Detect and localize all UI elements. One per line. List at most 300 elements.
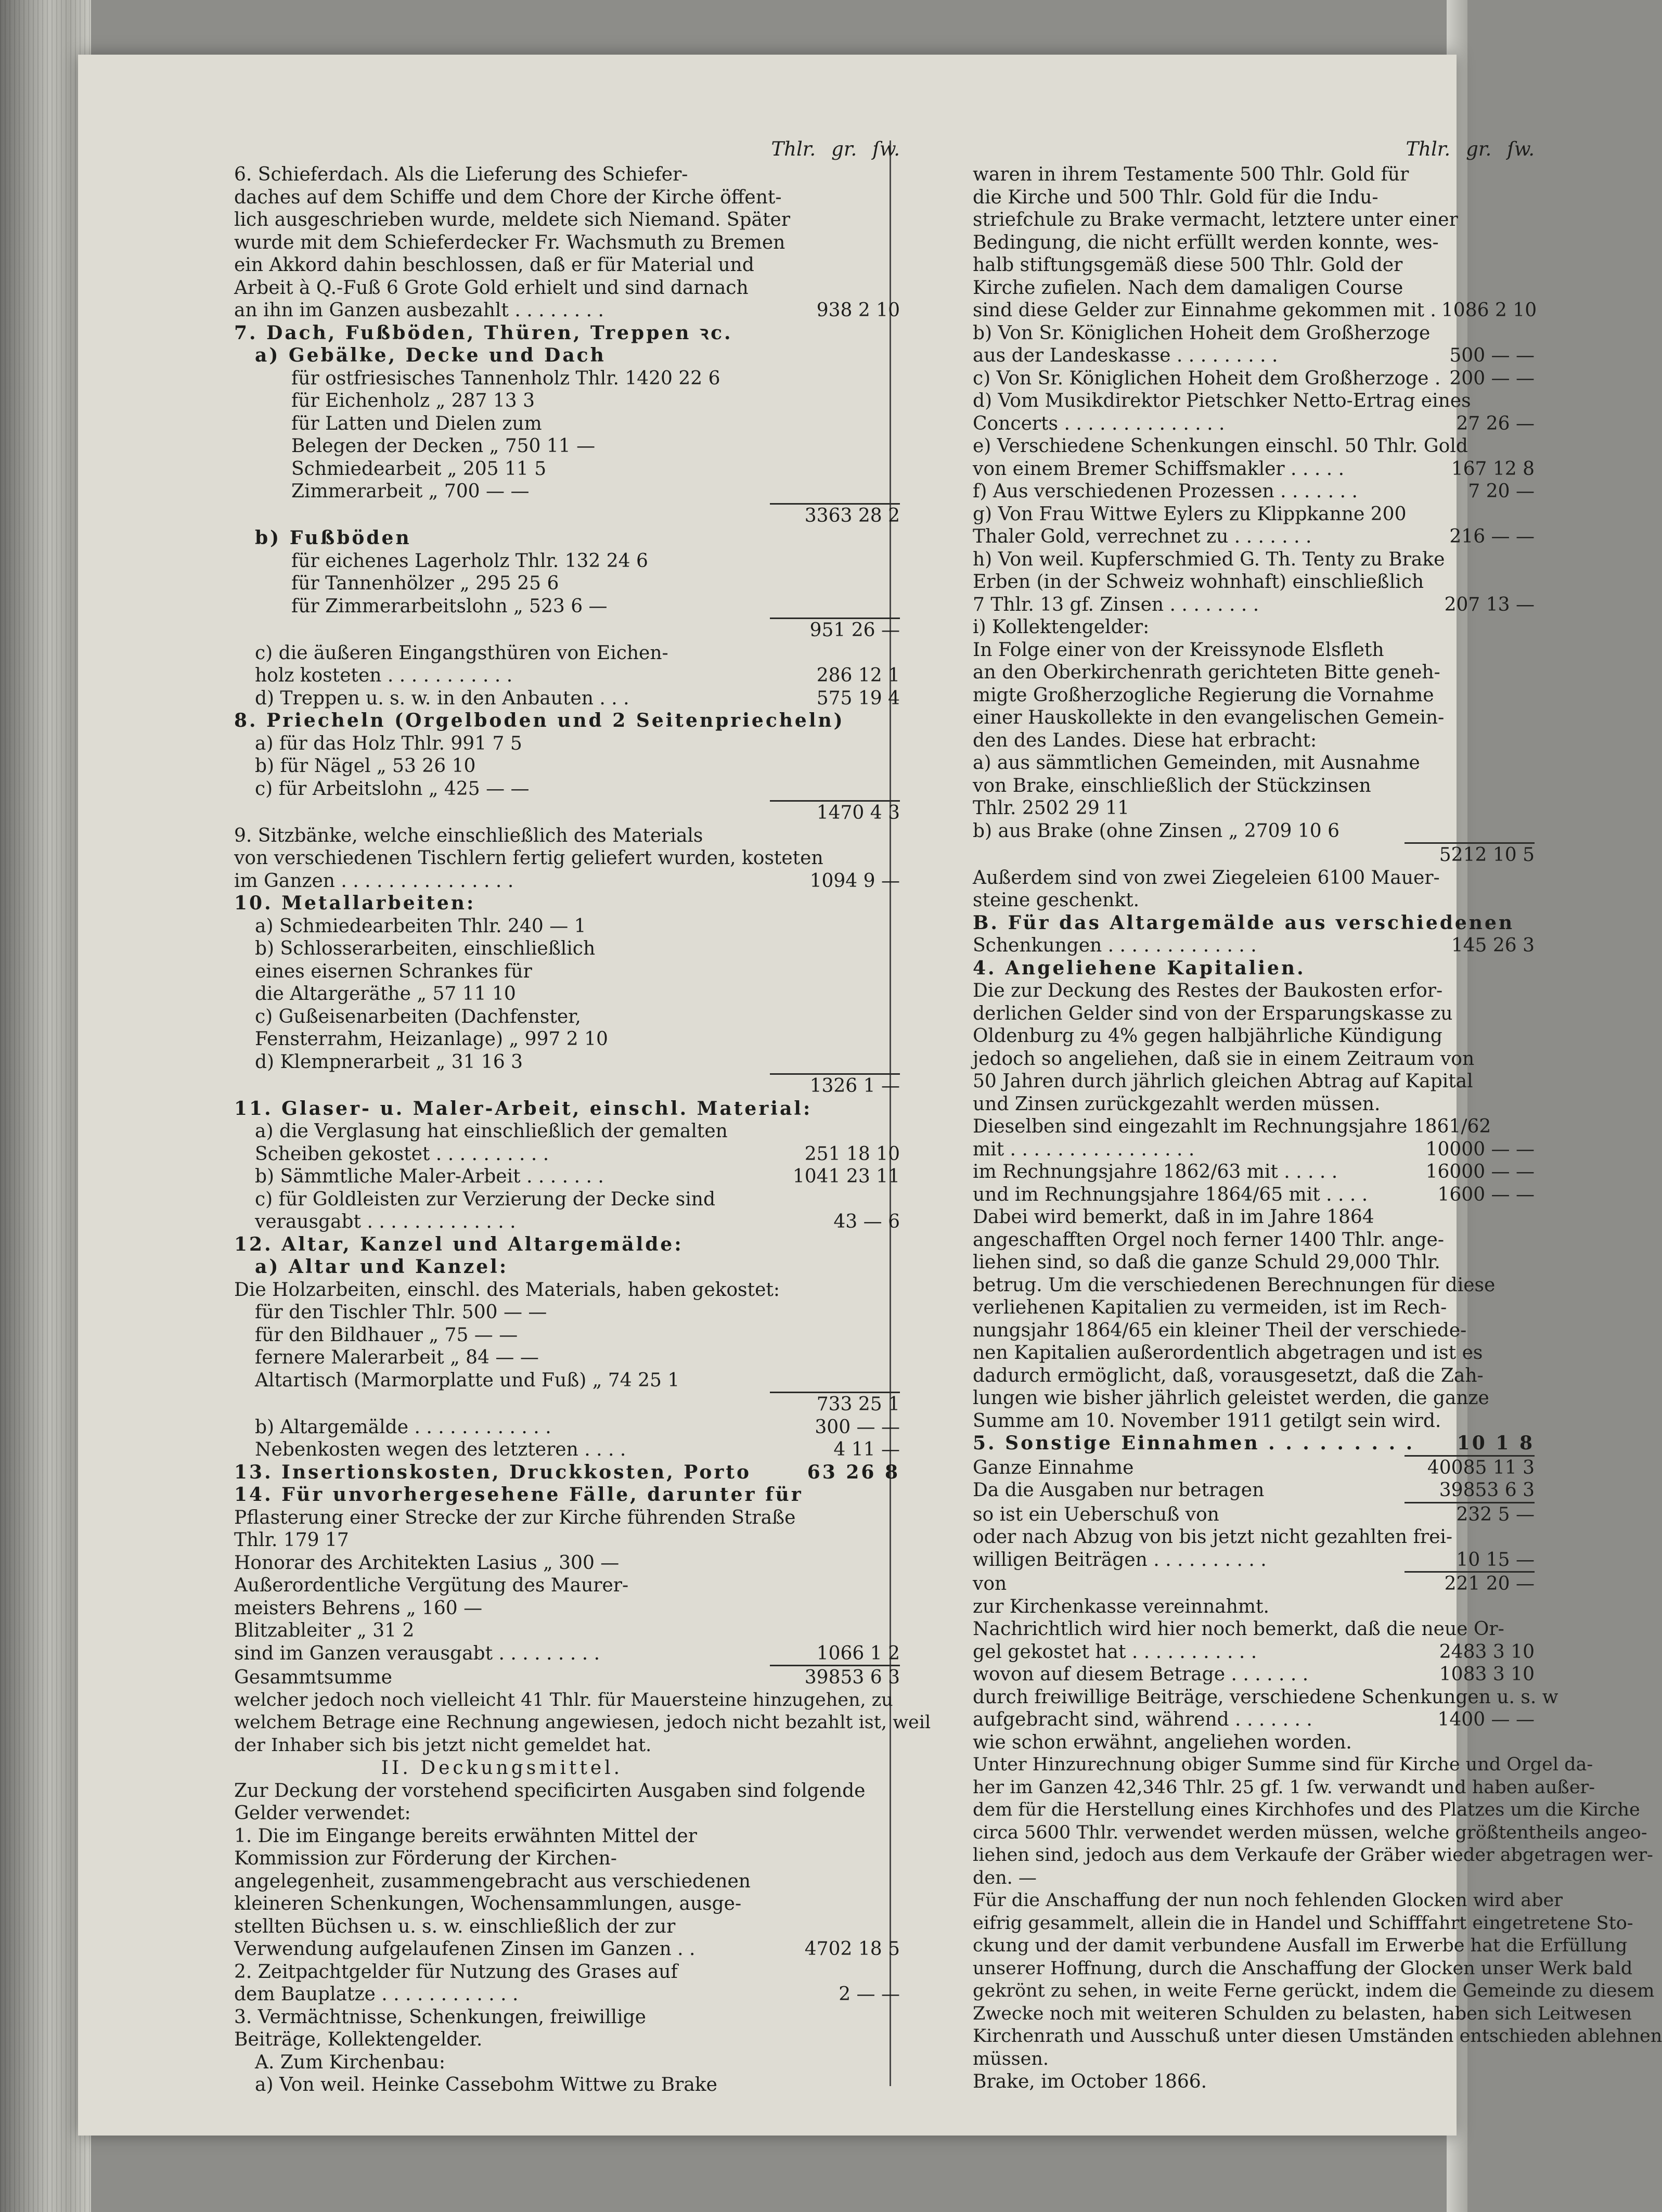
text-line [234, 1120, 900, 1143]
text-line [234, 687, 900, 710]
text-line [234, 1143, 900, 1166]
text-line [973, 390, 1535, 413]
line-amount: 207 13 — [1444, 594, 1535, 615]
line-text: 3. Vermächtnisse, Schenkungen, freiwillige [234, 2006, 646, 2028]
line-text: die Altargeräthe „ 57 11 10 [255, 983, 516, 1005]
text-line [973, 1070, 1535, 1093]
line-text: 7. Dach, Fußböden, Thüren, Treppen ꝛc. [234, 321, 733, 344]
line-amount: 39853 6 3 [1439, 1480, 1535, 1501]
line-text: Concerts . . . . . . . . . . . . . . [973, 413, 1225, 434]
text-line [234, 186, 900, 209]
text-line [234, 322, 900, 345]
line-text: her im Ganzen 42,346 Thlr. 25 gf. 1 ſw. verwandt und haben außer- [973, 1777, 1595, 1798]
text-line [973, 1365, 1535, 1387]
text-line [973, 1161, 1535, 1184]
line-text: A. Zum Kirchenbau: [255, 2051, 445, 2073]
line-text: a) aus sämmtlichen Gemeinden, mit Ausnahme [973, 752, 1420, 774]
line-text: kleineren Schenkungen, Wochensammlungen, ausge- [234, 1893, 742, 1914]
text-line [973, 1184, 1535, 1206]
line-amount: 286 12 1 [816, 665, 900, 686]
line-amount: 1326 1 — [770, 1073, 900, 1098]
text-line [973, 1596, 1535, 1618]
line-text: Pflasterung einer Strecke der zur Kirche führenden Straße [234, 1507, 796, 1528]
line-text: 6. Schieferdach. Als die Lieferung des Schiefer- [234, 164, 688, 185]
line-text: a) Altar und Kanzel: [255, 1256, 509, 1278]
line-text: Schenkungen . . . . . . . . . . . . . [973, 935, 1257, 956]
text-line [234, 1893, 900, 1915]
line-text: Gesammtsumme [234, 1667, 392, 1688]
text-line [234, 2028, 900, 2051]
text-line [973, 1206, 1535, 1229]
text-line [234, 1574, 900, 1597]
text-line [973, 186, 1535, 209]
line-text: nen Kapitalien außerordentlich abgetragen und ist es [973, 1342, 1483, 1364]
text-line [234, 2006, 900, 2029]
text-line [234, 937, 900, 960]
text-line [234, 915, 900, 938]
text-line [234, 664, 900, 687]
text-line [973, 1410, 1535, 1433]
text-line [234, 390, 900, 413]
text-line [234, 163, 900, 186]
left-column [234, 138, 931, 2097]
line-text: Dieselben sind eingezahlt im Rechnungsjahre 1861/62 [973, 1116, 1491, 1137]
text-line [973, 980, 1535, 1002]
line-amount: 10000 — — [1425, 1138, 1535, 1160]
line-text: der Inhaber sich bis jetzt nicht gemeldet hat. [234, 1734, 652, 1756]
text-line [234, 1392, 900, 1416]
line-text: jedoch so angeliehen, daß sie in einem Zeitraum von [973, 1048, 1475, 1070]
line-text: b) Sämmtliche Maler-Arbeit . . . . . . . [255, 1166, 604, 1187]
line-text: i) Kollektengelder: [973, 616, 1150, 638]
line-text: Da die Ausgaben nur betragen [973, 1480, 1265, 1501]
text-line [234, 299, 900, 322]
line-text: e) Verschiedene Schenkungen einschl. 50 Thlr. Gold [973, 435, 1468, 457]
text-line [973, 254, 1535, 277]
line-amount: 1400 — — [1437, 1709, 1535, 1730]
text-line [234, 825, 900, 847]
line-text: a) Gebälke, Decke und Dach [255, 344, 606, 366]
text-line [973, 1455, 1535, 1480]
text-line [234, 1346, 900, 1369]
line-amount: 1041 23 11 [792, 1166, 900, 1187]
text-line [234, 1689, 900, 1712]
line-text: den. — [973, 1867, 1037, 1888]
line-text: Gelder verwendet: [234, 1803, 411, 1824]
text-line [973, 661, 1535, 684]
line-text: 1. Die im Eingange bereits erwähnten Mittel der [234, 1825, 697, 1847]
text-line [973, 1641, 1535, 1664]
line-text: dadurch ermöglicht, daß, vorausgesetzt, daß die Zah- [973, 1365, 1484, 1386]
text-line [234, 1461, 900, 1484]
text-line [973, 525, 1535, 548]
text-line [234, 1098, 900, 1121]
line-amount: 1086 2 10 [1441, 300, 1537, 321]
text-line [973, 571, 1535, 594]
line-amount: 27 26 — [1456, 413, 1535, 434]
line-amount: 733 25 1 [770, 1392, 900, 1416]
line-text: 4. Angeliehene Kapitalien. [973, 957, 1306, 979]
text-line [234, 435, 900, 458]
text-line [234, 983, 900, 1006]
line-text: für ostfriesisches Tannenholz Thlr. 1420 22 6 [291, 367, 720, 389]
text-line [234, 1597, 900, 1620]
text-line [973, 1502, 1535, 1526]
line-text: Thaler Gold, verrechnet zu . . . . . . . [973, 526, 1312, 547]
line-amount: 200 — — [1449, 367, 1535, 389]
text-line [973, 2070, 1535, 2093]
line-text: verliehenen Kapitalien zu vermeiden, ist im Rech- [973, 1297, 1447, 1318]
text-line [234, 1324, 900, 1347]
line-amount: 39853 6 3 [770, 1665, 900, 1689]
text-line [234, 550, 900, 573]
line-text: wurde mit dem Schieferdecker Fr. Wachsmuth zu Bremen [234, 232, 785, 253]
text-line [973, 2048, 1535, 2071]
line-text: für Eichenholz „ 287 13 3 [291, 390, 535, 411]
text-line [973, 1115, 1535, 1138]
text-line [234, 847, 900, 870]
text-line [973, 775, 1535, 798]
document-page [78, 55, 1662, 2136]
text-line [234, 732, 900, 755]
line-text: h) Von weil. Kupferschmied G. Th. Tenty zu Brake [973, 548, 1445, 570]
text-line [234, 209, 900, 232]
text-line [973, 344, 1535, 367]
text-line [973, 1093, 1535, 1116]
line-text: Kommission zur Förderung der Kirchen- [234, 1848, 617, 1869]
line-text: Die zur Deckung des Restes der Baukosten erfor- [973, 980, 1443, 1001]
line-text: ein Akkord dahin beschlossen, daß er für Material und [234, 254, 754, 276]
line-amount: 221 20 — [1405, 1571, 1535, 1596]
line-text: lich ausgeschrieben wurde, meldete sich Niemand. Später [234, 209, 791, 230]
text-line [234, 527, 900, 550]
line-text: für eichenes Lagerholz Thlr. 132 24 6 [291, 550, 648, 572]
line-text: und im Rechnungsjahre 1864/65 mit . . . . [973, 1184, 1368, 1205]
line-text: für den Tischler Thlr. 500 — — [255, 1302, 547, 1323]
line-text: Verwendung aufgelaufenen Zinsen im Ganzen . . [234, 1938, 695, 1960]
line-amount: 7 20 — [1468, 481, 1535, 502]
text-line [234, 480, 900, 503]
line-text: mit . . . . . . . . . . . . . . . . [973, 1138, 1195, 1160]
line-amount: 1094 9 — [809, 870, 900, 892]
text-line [234, 710, 900, 732]
line-text: und Zinsen zurückgezahlt werden müssen. [973, 1093, 1381, 1115]
line-text: c) Von Sr. Königlichen Hoheit dem Großherzoge . [973, 367, 1441, 389]
text-line [973, 435, 1535, 458]
text-line [234, 1870, 900, 1893]
text-line [973, 616, 1535, 639]
line-text: 50 Jahren durch jährlich gleichen Abtrag auf Kapital [973, 1071, 1473, 1092]
line-text: dem Bauplatze . . . . . . . . . . . . [234, 1984, 519, 2005]
text-line [973, 934, 1535, 957]
line-amount: 3363 28 2 [770, 503, 900, 528]
line-text: g) Von Frau Wittwe Eylers zu Klippkanne 200 [973, 503, 1407, 525]
text-line [973, 163, 1535, 186]
text-line [973, 639, 1535, 662]
line-text: 13. Insertionskosten, Druckkosten, Porto [234, 1461, 752, 1483]
line-text: müssen. [973, 2048, 1049, 2069]
line-text: II. Deckungsmittel. [381, 1757, 623, 1779]
text-line [234, 1006, 900, 1028]
line-text: von verschiedenen Tischlern fertig geliefert wurden, kosteten [234, 847, 823, 869]
line-text: für Tannenhölzer „ 295 25 6 [291, 573, 559, 594]
line-text: Schmiedearbeit „ 205 11 5 [291, 458, 547, 480]
text-line [234, 618, 900, 642]
line-text: im Ganzen . . . . . . . . . . . . . . . [234, 870, 514, 892]
line-text: angelegenheit, zusammengebracht aus verschiedenen [234, 1870, 751, 1892]
text-line [234, 1938, 900, 1961]
line-amount: 938 2 10 [816, 300, 900, 321]
line-text: a) die Verglasung hat einschließlich der gemalten [255, 1121, 728, 1142]
line-text: derlichen Gelder sind von der Ersparungskasse zu [973, 1002, 1453, 1024]
line-text: c) Gußeisenarbeiten (Dachfenster, [255, 1006, 581, 1027]
line-amount: 575 19 4 [816, 687, 900, 709]
line-text: holz kosteten . . . . . . . . . . . [255, 665, 513, 686]
text-line [973, 299, 1535, 322]
text-line [973, 1479, 1535, 1502]
line-amount: 43 — 6 [833, 1211, 900, 1232]
line-amount: 16000 — — [1425, 1161, 1535, 1182]
line-text: 2. Zeitpachtgelder für Nutzung des Grases auf [234, 1961, 678, 1983]
line-text: welcher jedoch noch vielleicht 41 Thlr. für Mauersteine hinzugehen, zu [234, 1689, 893, 1711]
text-line [973, 1229, 1535, 1252]
text-line [234, 1619, 900, 1642]
line-text: waren in ihrem Testamente 500 Thlr. Gold für [973, 164, 1409, 185]
text-line [234, 1484, 900, 1507]
line-amount: 951 26 — [770, 618, 900, 642]
text-line [234, 1369, 900, 1392]
line-text: liehen sind, so daß die ganze Schuld 29,000 Thlr. [973, 1252, 1440, 1273]
line-text: f) Aus verschiedenen Prozessen . . . . . . . [973, 481, 1358, 502]
line-text: b) Altargemälde . . . . . . . . . . . . [255, 1416, 551, 1438]
header-gr: gr. [1466, 138, 1492, 160]
text-line [234, 1802, 900, 1825]
line-text: B. Für das Altargemälde aus verschiedenen [973, 911, 1515, 934]
text-line [234, 960, 900, 983]
text-line [973, 1002, 1535, 1025]
line-amount: 2 — — [839, 1984, 900, 2005]
header-sw: ſw. [872, 138, 900, 160]
text-line [973, 1296, 1535, 1319]
line-text: Thlr. 179 17 [234, 1529, 349, 1551]
line-text: striefchule zu Brake vermacht, letztere unter einer [973, 209, 1458, 230]
text-line [234, 1051, 900, 1074]
line-text: migte Großherzogliche Regierung die Vornahme [973, 684, 1434, 706]
line-text: b) Von Sr. Königlichen Hoheit dem Großherzoge [973, 322, 1431, 344]
text-line [973, 1274, 1535, 1297]
line-text: von Brake, einschließlich der Stückzinsen [973, 775, 1371, 796]
text-line [973, 503, 1535, 526]
line-text: Bedingung, die nicht erfüllt werden konnte, wes- [973, 232, 1439, 253]
header-thlr: Thlr. [771, 138, 816, 160]
text-line [973, 1708, 1535, 1731]
text-line [234, 344, 900, 367]
line-text: Außerdem sind von zwei Ziegeleien 6100 Mauer- [973, 867, 1440, 889]
line-text: Brake, im October 1866. [973, 2071, 1207, 2092]
text-line [973, 1844, 1653, 1867]
text-line [234, 1825, 900, 1848]
line-text: Ganze Einnahme [973, 1457, 1134, 1478]
text-line [234, 2051, 900, 2074]
text-line [234, 1416, 900, 1439]
line-text: 11. Glaser- u. Maler-Arbeit, einschl. Material: [234, 1097, 813, 1120]
text-line [973, 889, 1535, 912]
line-text: Honorar des Architekten Lasius „ 300 — [234, 1552, 620, 1574]
text-line [234, 755, 900, 778]
text-line [973, 797, 1535, 820]
line-text: Dabei wird bemerkt, daß in im Jahre 1864 [973, 1206, 1374, 1228]
text-line [973, 1549, 1535, 1572]
text-line [973, 458, 1535, 481]
line-amount: 4 11 — [833, 1439, 900, 1460]
line-text: durch freiwillige Beiträge, verschiedene Schenkungen u. s. w [973, 1686, 1558, 1708]
line-text: wie schon erwähnt, angeliehen worden. [973, 1731, 1352, 1753]
line-text: Scheiben gekostet . . . . . . . . . . [255, 1143, 549, 1165]
text-line [973, 1935, 1628, 1958]
text-line [973, 706, 1535, 729]
text-line [234, 1757, 900, 1780]
text-line [234, 1165, 900, 1188]
line-text: Für die Anschaffung der nun noch fehlenden Glocken wird aber [973, 1890, 1563, 1911]
line-text: Erben (in der Schweiz wohnhaft) einschließlich [973, 571, 1424, 593]
text-line [973, 820, 1535, 843]
line-amount: 1470 4 3 [770, 800, 900, 825]
line-text: ckung und der damit verbundene Ausfall im Erwerbe hat die Erfüllung [973, 1935, 1628, 1956]
left-lines [234, 163, 931, 2097]
line-text: so ist ein Ueberschuß von [973, 1503, 1219, 1525]
text-line [973, 1663, 1535, 1686]
text-line [234, 1438, 900, 1461]
line-amount: 500 — — [1449, 345, 1535, 366]
line-text: a) Von weil. Heinke Cassebohm Wittwe zu Brake [255, 2074, 717, 2095]
line-amount: 4702 18 5 [804, 1938, 900, 1960]
line-text: fernere Malerarbeit „ 84 — — [255, 1347, 539, 1368]
right-lines [973, 163, 1662, 2093]
line-text: b) Fußböden [255, 527, 411, 549]
text-line [234, 367, 900, 390]
line-amount: 232 5 — [1405, 1502, 1535, 1526]
line-text: steine geschenkt. [973, 890, 1140, 911]
header-sw: ſw. [1507, 138, 1535, 160]
text-line [234, 1665, 900, 1689]
text-line [234, 503, 900, 528]
text-line [234, 1529, 900, 1552]
text-line [234, 1734, 900, 1757]
text-line [973, 1799, 1640, 1822]
line-text: c) für Goldleisten zur Verzierung der Decke sind [255, 1188, 715, 1210]
header-thlr: Thlr. [1406, 138, 1451, 160]
text-line [973, 1980, 1655, 2003]
line-text: 10. Metallarbeiten: [234, 892, 476, 914]
line-text: stellten Büchsen u. s. w. einschließlich der zur [234, 1915, 676, 1937]
line-text: unserer Hoffnung, durch die Anschaffung der Glocken unser Werk bald [973, 1958, 1633, 1979]
text-line [973, 1618, 1535, 1641]
line-text: Oldenburg zu 4% gegen halbjährliche Kündigung [973, 1025, 1442, 1047]
header-gr: gr. [831, 138, 857, 160]
line-text: daches auf dem Schiffe und dem Chore der Kirche öffent- [234, 186, 782, 208]
line-text: oder nach Abzug von bis jetzt nicht gezahlten frei- [973, 1526, 1453, 1548]
book-page-edges [0, 0, 91, 2212]
line-text: d) Vom Musikdirektor Pietschker Netto-Ertrag eines [973, 390, 1471, 411]
text-line [234, 1961, 900, 1984]
line-amount: 1600 — — [1437, 1184, 1535, 1205]
line-text: halb stiftungsgemäß diese 500 Thlr. Gold der [973, 254, 1403, 276]
text-line [234, 1188, 900, 1211]
line-amount: 2483 3 10 [1439, 1641, 1535, 1663]
text-line [234, 2074, 900, 2097]
line-amount: 10 1 8 [1457, 1432, 1535, 1454]
line-text: Die Holzarbeiten, einschl. des Materials, haben gekostet: [234, 1279, 780, 1301]
line-amount: 1066 1 2 [816, 1642, 900, 1664]
line-text: dem für die Herstellung eines Kirchhofes und des Platzes um die Kirche [973, 1799, 1640, 1820]
line-text: b) Schlosserarbeiten, einschließlich [255, 938, 596, 959]
text-line [234, 1507, 900, 1529]
line-text: lungen wie bisher jährlich geleistet werden, die ganze [973, 1387, 1489, 1409]
text-line [234, 458, 900, 481]
line-text: von einem Bremer Schiffsmakler . . . . . [973, 458, 1345, 480]
line-text: Fensterrahm, Heizanlage) „ 997 2 10 [255, 1028, 608, 1050]
right-column [973, 138, 1662, 2093]
text-line [973, 729, 1535, 752]
line-text: den des Landes. Diese hat erbracht: [973, 729, 1317, 751]
line-text: angeschafften Orgel noch ferner 1400 Thlr. ange- [973, 1229, 1444, 1251]
line-amount: 10 15 — [1456, 1549, 1535, 1571]
text-line [973, 1526, 1535, 1549]
line-text: Zimmerarbeit „ 700 — — [291, 481, 530, 502]
text-line [973, 1432, 1535, 1455]
line-text: b) aus Brake (ohne Zinsen „ 2709 10 6 [973, 820, 1340, 842]
text-line [973, 548, 1535, 571]
line-text: 12. Altar, Kanzel und Altargemälde: [234, 1233, 684, 1255]
text-line [234, 1780, 900, 1803]
text-line [973, 2025, 1662, 2048]
text-line [973, 1958, 1633, 1980]
line-text: In Folge einer von der Kreissynode Elsfleth [973, 639, 1384, 661]
line-text: Belegen der Decken „ 750 11 — [291, 435, 596, 457]
text-line [234, 413, 900, 435]
text-line [973, 209, 1535, 232]
line-text: Thlr. 2502 29 11 [973, 798, 1129, 819]
line-text: gekrönt zu sehen, in weite Ferne gerückt, indem die Gemeinde zu diesem [973, 1980, 1655, 2001]
line-text: Nebenkosten wegen des letzteren . . . . [255, 1439, 626, 1460]
text-line [973, 912, 1535, 935]
text-line [973, 1048, 1535, 1071]
line-text: sind im Ganzen verausgabt . . . . . . . . . [234, 1642, 600, 1664]
line-text: eifrig gesammelt, allein die in Handel und Schifffahrt eingetretene Sto- [973, 1912, 1633, 1934]
line-text: im Rechnungsjahre 1862/63 mit . . . . . [973, 1161, 1338, 1182]
line-text: an ihn im Ganzen ausbezahlt . . . . . . . . [234, 300, 604, 321]
text-line [234, 277, 900, 300]
line-text: 5. Sonstige Einnahmen . . . . . . . . . [973, 1432, 1415, 1454]
line-text: Außerordentliche Vergütung des Maurer- [234, 1575, 629, 1596]
text-line [973, 277, 1535, 300]
line-text: 9. Sitzbänke, welche einschließlich des Materials [234, 825, 703, 846]
line-text: Unter Hinzurechnung obiger Summe sind für Kirche und Orgel da- [973, 1754, 1593, 1775]
text-line [234, 572, 900, 595]
text-line [973, 594, 1535, 616]
text-line [973, 1686, 1558, 1709]
line-text: Beiträge, Kollektengelder. [234, 2029, 483, 2050]
line-text: für Latten und Dielen zum [291, 413, 542, 434]
text-line [234, 1028, 900, 1051]
text-line [973, 367, 1535, 390]
text-line [234, 642, 900, 665]
text-line [973, 1319, 1535, 1342]
line-text: wovon auf diesem Betrage . . . . . . . [973, 1664, 1309, 1685]
text-line [973, 1387, 1535, 1410]
text-line [234, 1256, 900, 1279]
text-line [234, 1915, 900, 1938]
